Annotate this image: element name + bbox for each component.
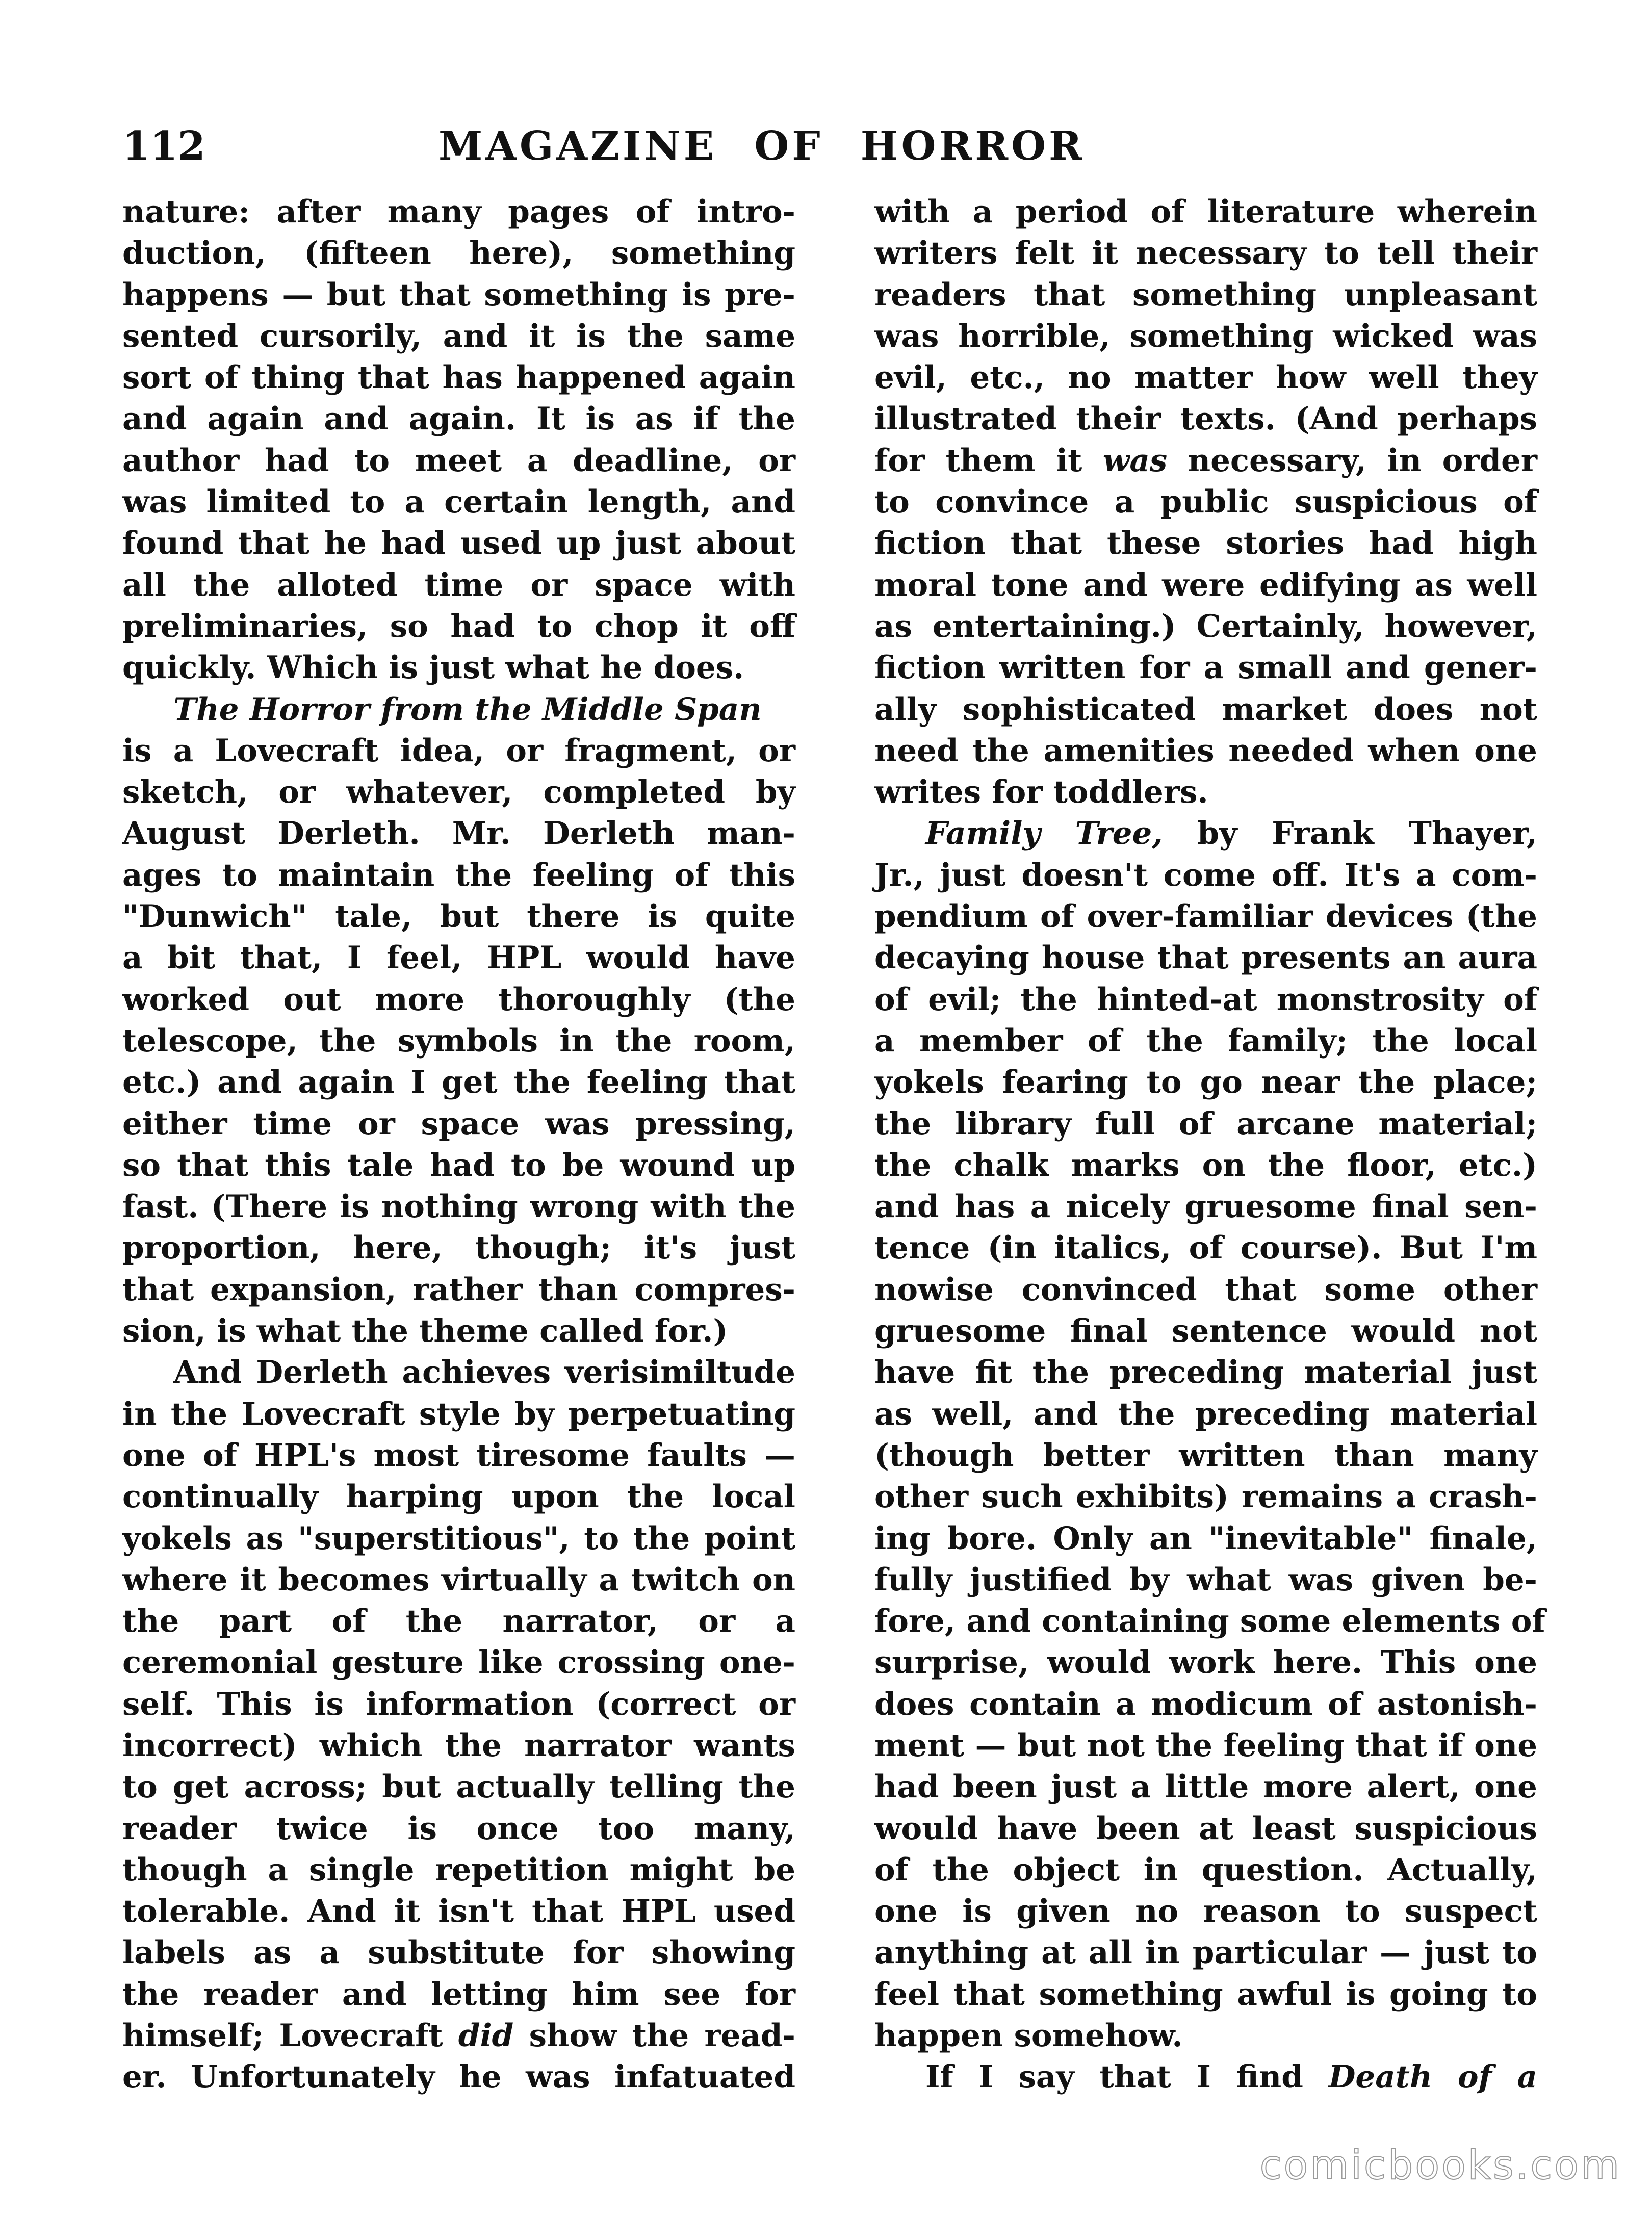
text-run: sion, is what the theme called for.) [122, 1313, 728, 1350]
italic-title: Family Tree, [925, 815, 1163, 852]
watermark-logo: comicbooks.com [1259, 2143, 1621, 2188]
text-line [122, 1145, 795, 1186]
text-run: ages to maintain the feeling of this [122, 857, 795, 893]
text-line [874, 1394, 1537, 1435]
text-line [122, 1601, 795, 1642]
text-line [874, 398, 1537, 440]
text-run: tence (in italics, of course). But I'm [874, 1230, 1537, 1267]
text-line [122, 1642, 795, 1683]
text-run: reader twice is once too many, [122, 1810, 795, 1847]
text-run: had been just a little more alert, one [874, 1769, 1537, 1806]
text-run: sketch, or whatever, completed by [122, 774, 795, 811]
text-run: gruesome final sentence would not [874, 1313, 1537, 1350]
text-line [874, 606, 1537, 647]
text-line [874, 2015, 1537, 2056]
text-line [874, 2056, 1537, 2098]
text-run: is a Lovecraft idea, or fragment, or [122, 732, 795, 769]
text-run: though a single repetition might be [122, 1851, 795, 1888]
text-run: Jr., just doesn't come off. It's a com- [874, 857, 1537, 893]
text-line [122, 1684, 795, 1725]
text-line [874, 481, 1537, 523]
text-run: need the amenities needed when one [874, 732, 1537, 769]
text-line [122, 233, 795, 274]
text-run: of the object in question. Actually, [874, 1851, 1537, 1888]
text-line [874, 1227, 1537, 1269]
text-run: the reader and letting him see for [122, 1976, 795, 2013]
text-run: a member of the family; the local [874, 1022, 1537, 1059]
text-line [874, 1601, 1545, 1642]
text-run: to get across; but actually telling the [122, 1769, 795, 1806]
text-run: of evil; the hinted-at monstrosity of [874, 981, 1537, 1018]
text-run: duction, (fifteen here), something [122, 235, 795, 272]
text-run: so that this tale had to be wound up [122, 1147, 795, 1183]
text-run: feel that something awful is going to [874, 1976, 1537, 2013]
text-line [874, 357, 1537, 398]
text-run: illustrated their texts. (And perhaps [874, 401, 1537, 437]
text-line [122, 1766, 795, 1808]
text-run: in the Lovecraft style by perpetuating [122, 1396, 795, 1432]
text-run: the library full of arcane material; [874, 1105, 1537, 1142]
text-run: er. Unfortunately he was infatuated [122, 2059, 795, 2096]
text-line [874, 979, 1537, 1020]
text-run: evil, etc., no matter how well they [874, 359, 1537, 396]
text-line [122, 564, 795, 606]
page-number: 112 [122, 123, 205, 169]
page-header [122, 118, 1535, 174]
text-line [874, 1891, 1537, 1932]
text-run: fully justified by what was given be- [874, 1561, 1537, 1598]
running-title: MAGAZINE OF HORROR [438, 123, 1085, 169]
text-line [122, 771, 795, 813]
text-line [122, 1849, 795, 1891]
text-run: August Derleth. Mr. Derleth man- [122, 815, 795, 852]
text-run: where it becomes virtually a twitch on [122, 1561, 795, 1598]
text-run: fiction that these stories had high [874, 525, 1537, 562]
text-line [122, 1476, 795, 1517]
text-line [122, 274, 795, 316]
text-line [122, 1932, 795, 1973]
text-line [122, 1518, 795, 1559]
text-run: surprise, would work here. This one [874, 1644, 1537, 1681]
text-line [122, 1808, 795, 1849]
text-line [122, 1186, 795, 1227]
text-line [122, 979, 795, 1020]
text-line [122, 398, 795, 440]
text-line [122, 1062, 795, 1103]
text-run: fiction written for a small and gener- [874, 650, 1537, 686]
text-run: happens — but that something is pre- [122, 276, 795, 313]
text-run: labels as a substitute for showing [122, 1935, 795, 1971]
text-line [874, 855, 1537, 896]
text-line [874, 1725, 1537, 1766]
text-run: to convince a public suspicious of [874, 484, 1537, 521]
text-line [122, 1891, 795, 1932]
text-run: a bit that, I feel, HPL would have [122, 940, 795, 976]
text-line [122, 730, 795, 771]
text-line [874, 316, 1537, 357]
text-run: preliminaries, so had to chop it off [122, 608, 795, 644]
text-line [874, 647, 1537, 688]
text-run: sort of thing that has happened again [122, 359, 795, 396]
text-run: "Dunwich" tale, but there is quite [122, 898, 795, 935]
text-line [122, 1725, 795, 1766]
text-line [122, 1352, 795, 1393]
text-run: writes for toddlers. [874, 774, 1208, 811]
text-line [122, 2056, 795, 2098]
text-run: incorrect) which the narrator wants [122, 1727, 795, 1764]
text-run: yokels as "superstitious", to the point [122, 1520, 795, 1557]
text-line [122, 606, 795, 647]
text-line [874, 689, 1537, 730]
text-line [122, 1974, 795, 2015]
text-line [874, 274, 1537, 316]
text-line [874, 233, 1537, 274]
text-run: himself; Lovecraft [122, 2018, 458, 2054]
text-run: readers that something unpleasant [874, 276, 1537, 313]
text-run: necessary, in order [1167, 442, 1537, 479]
text-line [122, 937, 795, 978]
text-run: one is given no reason to suspect [874, 1893, 1537, 1930]
text-run: was horrible, something wicked was [874, 318, 1537, 354]
text-line [874, 896, 1537, 937]
text-run: self. This is information (correct or [122, 1686, 795, 1722]
text-run: was limited to a certain length, and [122, 484, 795, 521]
text-line [122, 1269, 795, 1310]
text-line [874, 1808, 1537, 1849]
text-run: show the read- [513, 2018, 795, 2054]
text-line [122, 481, 795, 523]
text-line [122, 689, 795, 730]
text-line [874, 1518, 1537, 1559]
text-line [874, 1103, 1537, 1145]
text-run: the chalk marks on the floor, etc.) [874, 1147, 1537, 1183]
text-line [874, 523, 1537, 564]
right-column [874, 191, 1545, 2098]
left-column [122, 191, 795, 2098]
text-line [874, 564, 1537, 606]
text-line [874, 1684, 1537, 1725]
text-run: happen somehow. [874, 2018, 1183, 2054]
text-run: continually harping upon the local [122, 1479, 795, 1515]
text-line [874, 730, 1537, 771]
text-line [874, 813, 1537, 854]
text-run: yokels fearing to go near the place; [874, 1064, 1537, 1101]
text-run: fore, and containing some elements of [874, 1603, 1545, 1640]
text-run: ing bore. Only an "inevitable" finale, [874, 1520, 1537, 1557]
text-line [874, 1145, 1537, 1186]
text-run: ceremonial gesture like crossing one- [122, 1644, 795, 1681]
text-run: would have been at least suspicious [874, 1810, 1537, 1847]
text-run: and again and again. It is as if the [122, 401, 795, 437]
text-line [874, 440, 1537, 481]
text-run: author had to meet a deadline, or [122, 442, 795, 479]
italic-title: did [458, 2018, 514, 2054]
text-line [874, 191, 1537, 233]
text-line [874, 1974, 1537, 2015]
text-line [122, 1394, 795, 1435]
text-run: nature: after many pages of intro- [122, 194, 795, 230]
text-line [874, 1352, 1537, 1393]
text-run: sented cursorily, and it is the same [122, 318, 795, 354]
text-line [122, 1020, 795, 1062]
text-line [874, 771, 1537, 813]
text-run: telescope, the symbols in the room, [122, 1022, 795, 1059]
text-line [122, 191, 795, 233]
text-line [122, 813, 795, 854]
text-run: decaying house that presents an aura [874, 940, 1537, 976]
text-line [122, 1559, 795, 1601]
text-run: quickly. Which is just what he does. [122, 650, 744, 686]
italic-title: Death of a [1328, 2059, 1537, 2096]
text-line [874, 1310, 1537, 1352]
text-run: as well, and the preceding material [874, 1396, 1537, 1432]
text-run: tolerable. And it isn't that HPL used [122, 1893, 795, 1930]
text-line [122, 855, 795, 896]
text-line [874, 1062, 1537, 1103]
text-line [874, 1269, 1537, 1310]
text-run: proportion, here, though; it's just [122, 1230, 795, 1267]
text-run: anything at all in particular — just to [874, 1935, 1537, 1971]
text-run: either time or space was pressing, [122, 1105, 795, 1142]
text-line [122, 1435, 795, 1476]
text-run: by Frank Thayer, [1163, 815, 1537, 852]
text-line [874, 937, 1537, 978]
text-run: moral tone and were edifying as well [874, 566, 1537, 603]
text-run: that expansion, rather than compres- [122, 1271, 795, 1308]
text-line [874, 1476, 1537, 1517]
text-run: the part of the narrator, or a [122, 1603, 795, 1640]
text-run: all the alloted time or space with [122, 566, 795, 603]
text-line [122, 1227, 795, 1269]
text-line [122, 316, 795, 357]
text-run: And Derleth achieves verisimiltude [173, 1354, 795, 1391]
text-run: have fit the preceding material just [874, 1354, 1537, 1391]
text-run: pendium of over-familiar devices (the [874, 898, 1537, 935]
text-run: If I say that I find [925, 2059, 1329, 2096]
text-run: worked out more thoroughly (the [122, 981, 795, 1018]
text-line [122, 1310, 795, 1352]
text-run: nowise convinced that some other [874, 1271, 1537, 1308]
text-run: etc.) and again I get the feeling that [122, 1064, 795, 1101]
text-line [122, 1103, 795, 1145]
text-run: ment — but not the feeling that if one [874, 1727, 1537, 1764]
text-line [122, 647, 795, 688]
text-line [874, 1766, 1537, 1808]
text-run: as entertaining.) Certainly, however, [874, 608, 1537, 644]
text-run: one of HPL's most tiresome faults — [122, 1437, 795, 1474]
text-line [874, 1186, 1537, 1227]
text-line [122, 896, 795, 937]
text-run: fast. (There is nothing wrong with the [122, 1189, 795, 1225]
italic-title: was [1102, 442, 1168, 479]
text-run: does contain a modicum of astonish- [874, 1686, 1537, 1722]
text-line [874, 1642, 1537, 1683]
text-line [122, 523, 795, 564]
text-line [874, 1020, 1537, 1062]
text-run: found that he had used up just about [122, 525, 795, 562]
text-line [874, 1559, 1537, 1601]
text-line [122, 2015, 795, 2056]
text-run: (though better written than many [874, 1437, 1537, 1474]
text-line [874, 1932, 1537, 1973]
text-run: with a period of literature wherein [874, 194, 1537, 230]
text-run: ally sophisticated market does not [874, 691, 1537, 728]
text-run: for them it [874, 442, 1103, 479]
text-line [874, 1849, 1537, 1891]
text-line [122, 440, 795, 481]
text-run: writers felt it necessary to tell their [874, 235, 1537, 272]
text-line [874, 1435, 1537, 1476]
italic-title: The Horror from the Middle Span [173, 691, 762, 728]
text-line [122, 357, 795, 398]
text-run: and has a nicely gruesome final sen- [874, 1189, 1537, 1225]
text-run: other such exhibits) remains a crash- [874, 1479, 1537, 1515]
